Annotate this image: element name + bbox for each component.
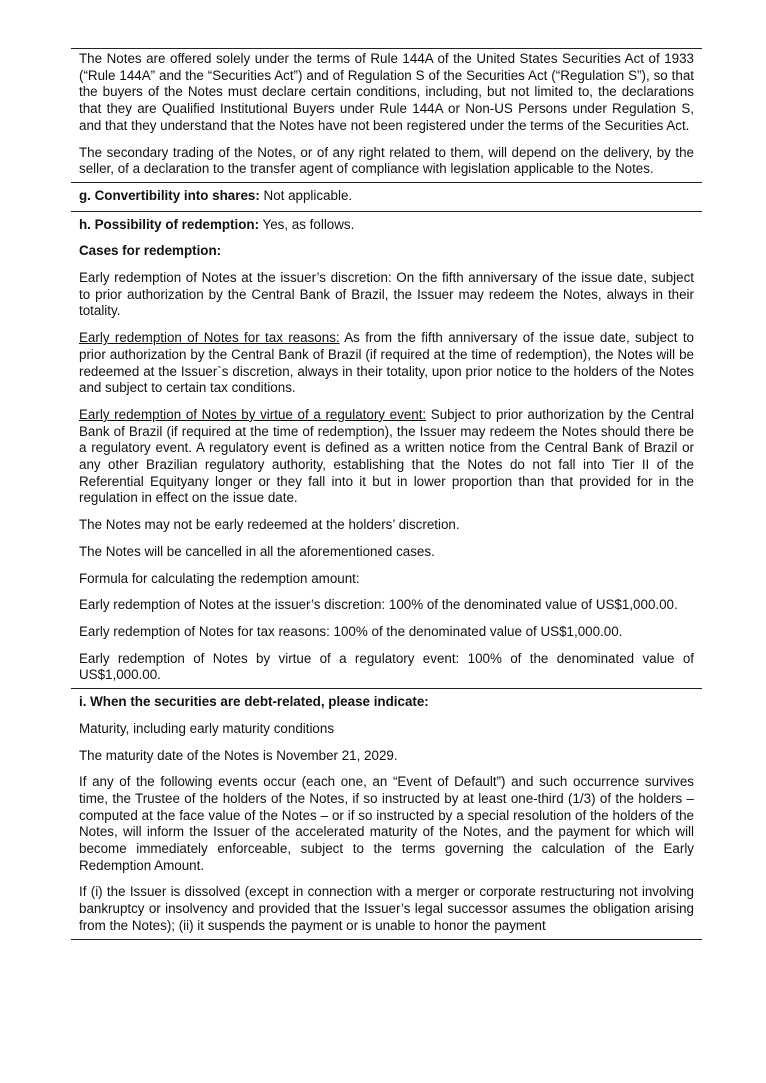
section-g-value: Not applicable. — [259, 187, 353, 203]
case-issuer-discretion: Early redemption of Notes at the issuer’s discretion: On the fifth anniversary of the issue date, subject to prior authorization by the Central Bank of Brazil, the Issuer may redeem the Notes, always in their totality. — [79, 270, 694, 319]
formula-issuer-discretion: Early redemption of Notes at the issuer’s discretion: 100% of the denominated value of US$1,000.00. — [79, 597, 678, 613]
section-h-value: Yes, as follows. — [259, 216, 355, 232]
case-tax-title: Early redemption of Notes for tax reasons: — [79, 330, 340, 346]
maturity-date-paragraph: The maturity date of the Notes is November 21, 2029. — [79, 747, 398, 763]
formula-tax-reasons: Early redemption of Notes for tax reasons: 100% of the denominated value of US$1,000.00. — [79, 623, 623, 639]
rule-144a-paragraph: The Notes are offered solely under the terms of Rule 144A of the United States Securities Act of 1933 (“Rule 144A” and the “Securities Act”) and of Regulation S of the Securities Act (“Regulation S”), so that the buyers of the Notes must declare certain conditions, including, but not limited to, the declarations that they are Qualified Institutional Buyers under Rule 144A or Non-US Persons under Regulation S, and that they understand that the Notes have not been registered under the terms of the Securities Act. — [79, 51, 694, 133]
cases-heading: Cases for redemption: — [79, 243, 222, 259]
dissolution-paragraph: If (i) the Issuer is dissolved (except in connection with a merger or corporate restructuring not involving bankruptcy or insolvency and provided that the Issuer’s legal successor assumes the obligation arising from the Notes); (ii) it suspends the payment or is unable to honor the payment — [79, 884, 694, 933]
section-g-label: g. Convertibility into shares: — [79, 187, 260, 203]
events-of-default-paragraph: If any of the following events occur (each one, an “Event of Default”) and such occurrence survives time, the Trustee of the holders of the Notes, if so instructed by at least one-third (1/3) of the holders – computed at the face value of the Notes – or if so instructed by a special resolution of the holders of the Notes, will inform the Issuer of the accelerated maturity of the Notes, and the payment for which will become immediately enforceable, subject to the terms governing the calculation of the Early Redemption Amount. — [79, 774, 694, 873]
bottom-border — [71, 939, 702, 940]
case-regulatory-title: Early redemption of Notes by virtue of a regulatory event: — [79, 406, 427, 422]
formula-regulatory-event: Early redemption of Notes by virtue of a regulatory event: 100% of the denominated value of US$1,000.00. — [79, 650, 694, 683]
section-f-continued — [79, 49, 694, 178]
maturity-heading: Maturity, including early maturity conditions — [79, 720, 335, 736]
section-g — [79, 183, 694, 205]
section-i — [79, 689, 694, 934]
formula-heading: Formula for calculating the redemption amount: — [79, 570, 360, 586]
not-holders-paragraph: The Notes may not be early redeemed at the holders’ discretion. — [79, 517, 460, 533]
case-tax-text: As from the fifth anniversary of the issue date, subject to prior authorization by the Central Bank of Brazil (if required at the time of redemption), the Notes will be redeemed at the Issuer`s discretion, always in their totality, upon prior notice to the holders of the Notes and subject to certain tax conditions. — [79, 330, 694, 396]
secondary-trading-paragraph: The secondary trading of the Notes, or of any right related to them, will depend on the delivery, by the seller, of a declaration to the transfer agent of compliance with legislation applicable to the Notes. — [79, 144, 694, 177]
section-h — [79, 212, 694, 684]
document-page — [79, 48, 694, 940]
cancelled-paragraph: The Notes will be cancelled in all the aforementioned cases. — [79, 543, 435, 559]
section-i-label: i. When the securities are debt-related, please indicate: — [79, 694, 429, 710]
case-regulatory-text: Subject to prior authorization by the Central Bank of Brazil (if required at the time of redemption), the Issuer may redeem the Notes should there be a regulatory event. A regulatory event is defined as a written notice from the Central Bank of Brazil or any other Brazilian regulatory authority, establishing that the Notes do not fall into Tier II of the Referential Equityany longer or they fall into it but in lower proportion than that provided for in the regulation in effect on the issue date. — [79, 406, 694, 506]
section-h-label: h. Possibility of redemption: — [79, 216, 260, 232]
